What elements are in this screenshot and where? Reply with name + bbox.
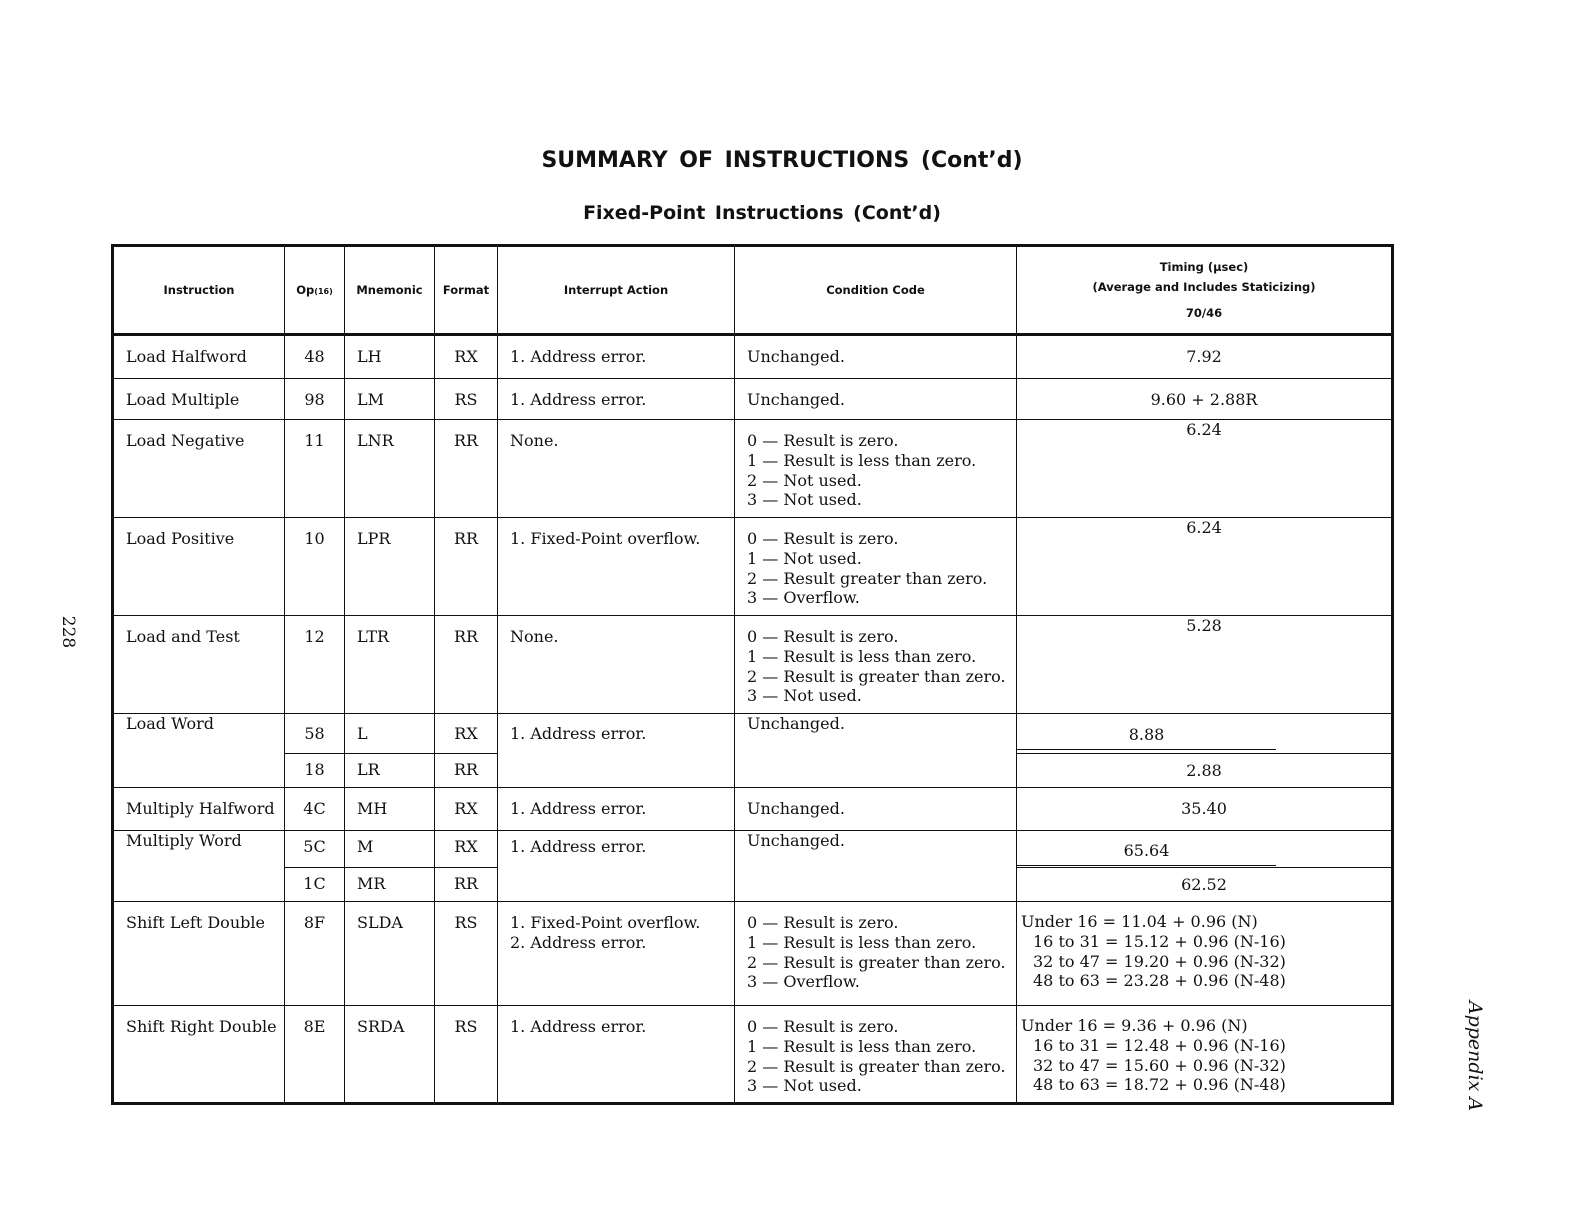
instruction-name: Multiply Word [126, 831, 242, 850]
timing: 62.52 [1181, 874, 1227, 894]
table-row [113, 518, 1393, 616]
mnemonic: SRDA [357, 1017, 405, 1036]
timing: 6.24 [1186, 420, 1222, 439]
interrupt-action: 1. Address error. [510, 390, 647, 409]
instruction-name: Load Multiple [126, 390, 240, 409]
instruction-name: Load Negative [126, 431, 245, 450]
table-row [113, 379, 1393, 420]
interrupt-action-list [498, 902, 734, 953]
timing-line: 16 to 31 = 12.48 + 0.96 (N-16) [1033, 1035, 1286, 1055]
format: RX [454, 724, 478, 743]
table-row [113, 616, 1393, 714]
instruction-name: Shift Left Double [126, 913, 265, 932]
condition-line: 2 — Result is greater than zero. [747, 1056, 1006, 1076]
col-timing [1017, 246, 1393, 335]
condition-code-list [735, 1006, 1016, 1096]
interrupt-action-list [498, 1006, 734, 1037]
appendix-label: Appendix A [1464, 1000, 1487, 1112]
timing-line: 16 to 31 = 15.12 + 0.96 (N-16) [1033, 931, 1286, 951]
table-row [113, 831, 1393, 868]
page-number: 228 [58, 615, 79, 649]
op-code: 98 [304, 390, 325, 409]
interrupt-action: None. [510, 431, 559, 450]
op-code: 4C [303, 799, 326, 818]
interrupt-action: None. [510, 627, 559, 646]
table-row [113, 1006, 1393, 1104]
format: RX [454, 799, 478, 818]
timing-line: 32 to 47 = 19.20 + 0.96 (N-32) [1033, 951, 1286, 971]
condition-line: 0 — Result is zero. [747, 1017, 899, 1036]
condition-line: 0 — Result is zero. [747, 529, 899, 548]
header-row [113, 246, 1393, 335]
op-code: 48 [304, 347, 325, 366]
timing-head-line1: Timing (μsec) [1159, 260, 1249, 274]
condition-line: 3 — Not used. [747, 686, 862, 706]
format: RS [454, 913, 478, 932]
interrupt-action: 1. Address error. [510, 799, 647, 818]
instruction-table [111, 244, 1394, 1105]
col-instruction: Instruction [113, 246, 285, 335]
condition-code-list [735, 616, 1016, 706]
timing-line: 48 to 63 = 23.28 + 0.96 (N-48) [1033, 971, 1286, 991]
mnemonic: LM [357, 390, 385, 409]
table-row [113, 714, 1393, 754]
condition-code: Unchanged. [747, 714, 845, 733]
interrupt-line: 1. Fixed-Point overflow. [510, 913, 701, 932]
timing-head-line2: (Average and Includes Staticizing) [1092, 280, 1316, 294]
table-row [113, 902, 1393, 1006]
mnemonic: LNR [357, 431, 394, 450]
mnemonic: LR [357, 760, 380, 779]
timing: 8.88 [1017, 717, 1276, 750]
mnemonic: LPR [357, 529, 391, 548]
instruction-name: Load Word [126, 714, 215, 733]
instruction-name: Load and Test [126, 627, 240, 646]
table-row [113, 335, 1393, 379]
mnemonic: LTR [357, 627, 390, 646]
format: RR [453, 874, 479, 893]
instruction-name: Load Halfword [126, 347, 247, 366]
op-code: 1C [303, 874, 326, 893]
instruction-name: Shift Right Double [126, 1017, 277, 1036]
timing-line: 48 to 63 = 18.72 + 0.96 (N-48) [1033, 1075, 1286, 1095]
condition-line: 1 — Result is less than zero. [747, 932, 977, 952]
condition-line: 3 — Not used. [747, 490, 862, 510]
timing: 6.24 [1186, 518, 1222, 537]
condition-code: Unchanged. [747, 347, 845, 366]
col-mnemonic: Mnemonic [345, 246, 435, 335]
table-row [113, 420, 1393, 518]
op-code: 58 [304, 724, 325, 743]
condition-line: 1 — Result is less than zero. [747, 646, 977, 666]
condition-line: 0 — Result is zero. [747, 913, 899, 932]
op-code: 5C [303, 837, 326, 856]
timing-list [1017, 902, 1391, 991]
condition-line: 0 — Result is zero. [747, 431, 899, 450]
condition-code: Unchanged. [747, 390, 845, 409]
condition-line: 2 — Result is greater than zero. [747, 952, 1006, 972]
format: RX [454, 837, 478, 856]
mnemonic: MR [357, 874, 386, 893]
interrupt-action: 1. Fixed-Point overflow. [510, 529, 701, 548]
condition-line: 2 — Result greater than zero. [747, 568, 988, 588]
col-op-label: Op [296, 283, 315, 297]
mnemonic: LH [357, 347, 382, 366]
page-subtitle: Fixed-Point Instructions (Cont’d) [583, 202, 941, 224]
timing-line: 32 to 47 = 15.60 + 0.96 (N-32) [1033, 1055, 1286, 1075]
condition-line: 3 — Overflow. [747, 972, 860, 992]
timing: 65.64 [1017, 833, 1276, 866]
instruction-name: Multiply Halfword [126, 799, 275, 818]
col-interrupt: Interrupt Action [498, 246, 735, 335]
timing-list [1017, 1006, 1391, 1095]
mnemonic: MH [357, 799, 388, 818]
timing: 5.28 [1186, 616, 1222, 635]
op-code: 18 [304, 760, 325, 779]
mnemonic: L [357, 724, 368, 743]
format: RR [453, 627, 479, 646]
col-op [285, 246, 345, 335]
interrupt-action: 1. Address error. [510, 347, 647, 366]
col-condition: Condition Code [735, 246, 1017, 335]
condition-line: 1 — Not used. [747, 548, 862, 568]
op-code: 10 [304, 529, 325, 548]
op-code: 8F [303, 913, 326, 932]
mnemonic: SLDA [357, 913, 403, 932]
op-code: 8E [303, 1017, 326, 1036]
mnemonic: M [357, 837, 374, 856]
timing-line: Under 16 = 11.04 + 0.96 (N) [1021, 912, 1258, 931]
format: RR [453, 431, 479, 450]
op-code: 11 [304, 431, 325, 450]
timing: 9.60 + 2.88R [1150, 390, 1258, 409]
condition-code: Unchanged. [747, 799, 845, 818]
format: RR [453, 760, 479, 779]
format: RX [454, 347, 478, 366]
format: RS [454, 390, 478, 409]
timing: 7.92 [1186, 347, 1222, 366]
timing-line: Under 16 = 9.36 + 0.96 (N) [1021, 1016, 1248, 1035]
condition-line: 1 — Result is less than zero. [747, 450, 977, 470]
timing-head-line3: 70/46 [1185, 306, 1223, 320]
condition-code-list [735, 420, 1016, 510]
format: RS [454, 1017, 478, 1036]
instruction-name: Load Positive [126, 529, 235, 548]
interrupt-line: 1. Address error. [510, 1017, 647, 1036]
condition-line: 3 — Not used. [747, 1076, 862, 1096]
condition-line: 2 — Not used. [747, 470, 862, 490]
timing: 2.88 [1186, 760, 1222, 780]
interrupt-action: 1. Address error. [510, 724, 647, 743]
table-row [113, 788, 1393, 831]
op-code: 12 [304, 627, 325, 646]
interrupt-action: 1. Address error. [510, 837, 647, 856]
condition-line: 0 — Result is zero. [747, 627, 899, 646]
page-title: SUMMARY OF INSTRUCTIONS (Cont’d) [541, 148, 1023, 173]
timing: 35.40 [1181, 799, 1227, 818]
condition-line: 3 — Overflow. [747, 588, 860, 608]
condition-line: 2 — Result is greater than zero. [747, 666, 1006, 686]
condition-line: 1 — Result is less than zero. [747, 1036, 977, 1056]
condition-code: Unchanged. [747, 831, 845, 850]
col-op-subscript: (16) [314, 287, 333, 296]
condition-code-list [735, 518, 1016, 608]
format: RR [453, 529, 479, 548]
interrupt-line: 2. Address error. [510, 932, 647, 952]
condition-code-list [735, 902, 1016, 992]
col-format: Format [435, 246, 498, 335]
